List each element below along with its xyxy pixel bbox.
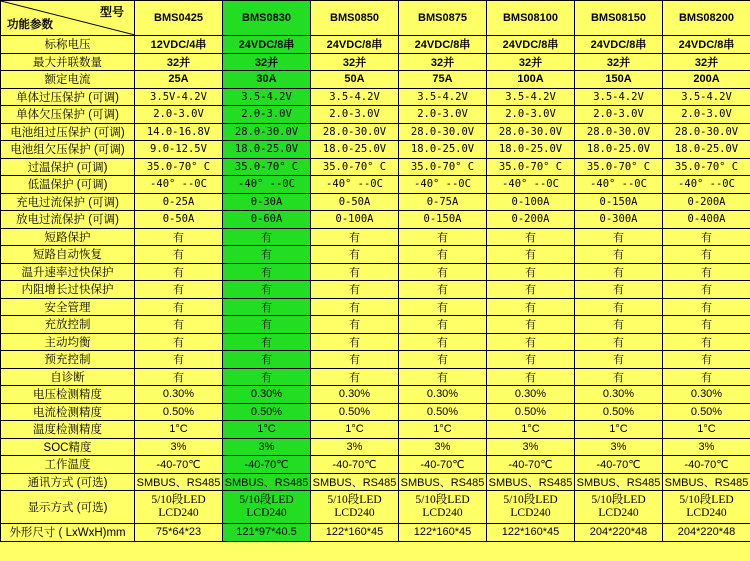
table-cell: 1°C (399, 421, 487, 439)
table-cell: 0-75A (399, 193, 487, 211)
table-cell: 有 (663, 246, 750, 264)
table-cell: 有 (663, 228, 750, 246)
row-label: 标称电压 (1, 36, 135, 54)
table-row (1, 246, 750, 264)
table-cell: -40° --0C (663, 176, 750, 194)
table-cell: 有 (663, 333, 750, 351)
table-cell: 有 (575, 228, 663, 246)
table-cell: 有 (311, 246, 399, 264)
table-cell: 有 (223, 298, 311, 316)
table-row (1, 351, 750, 369)
table-cell: 有 (311, 263, 399, 281)
table-cell: 有 (311, 351, 399, 369)
table-cell: 35.0-70° C (399, 158, 487, 176)
table-cell: 有 (311, 298, 399, 316)
table-cell: 有 (575, 351, 663, 369)
table-row (1, 193, 750, 211)
table-cell: 有 (135, 316, 223, 334)
row-label: 单体过压保护 (可调) (1, 88, 135, 106)
table-cell: 3% (575, 438, 663, 456)
model-header-bms0850: BMS0850 (311, 1, 399, 36)
table-cell: 3.5-4.2V (311, 88, 399, 106)
table-cell: SMBUS、RS485 (135, 473, 223, 491)
table-cell: SMBUS、RS485 (663, 473, 750, 491)
table-cell: 0-200A (663, 193, 750, 211)
row-label: 电池组过压保护 (可调) (1, 123, 135, 141)
table-cell: 0.30% (311, 386, 399, 404)
model-header-bms0830: BMS0830 (223, 1, 311, 36)
table-cell: -40-70℃ (575, 456, 663, 474)
table-cell: 有 (311, 281, 399, 299)
table-cell: 0.50% (311, 403, 399, 421)
table-cell: 有 (135, 368, 223, 386)
table-cell: 3.5V-4.2V (135, 88, 223, 106)
table-cell: 2.0-3.0V (135, 106, 223, 124)
table-cell: 0-50A (311, 193, 399, 211)
table-cell: 有 (223, 333, 311, 351)
table-cell: 1°C (487, 421, 575, 439)
table-cell: 32并 (399, 53, 487, 71)
table-cell: 有 (575, 316, 663, 334)
table-cell: 有 (663, 298, 750, 316)
table-cell: 9.0-12.5V (135, 141, 223, 159)
table-cell: 32并 (663, 53, 750, 71)
table-cell: -40-70℃ (399, 456, 487, 474)
table-cell: 有 (399, 263, 487, 281)
table-cell: 有 (135, 333, 223, 351)
table-cell: 0.30% (399, 386, 487, 404)
table-cell: 有 (575, 368, 663, 386)
row-label: 短路保护 (1, 228, 135, 246)
table-cell: 0-150A (399, 211, 487, 229)
table-row (1, 263, 750, 281)
table-cell: 35.0-70° C (487, 158, 575, 176)
table-cell: 28.0-30.0V (663, 123, 750, 141)
table-cell: 有 (135, 281, 223, 299)
table-row (1, 298, 750, 316)
table-cell: 18.0-25.0V (487, 141, 575, 159)
table-cell: 0-300A (575, 211, 663, 229)
table-cell: 2.0-3.0V (663, 106, 750, 124)
row-label: 内阻增长过快保护 (1, 281, 135, 299)
table-cell: -40° --0C (575, 176, 663, 194)
table-cell (663, 491, 750, 524)
table-cell: 有 (135, 263, 223, 281)
row-label: 电池组欠压保护 (可调) (1, 141, 135, 159)
display-line: 5/10段LED (327, 494, 382, 506)
table-cell: -40° --0C (223, 176, 311, 194)
table-cell: 有 (663, 368, 750, 386)
table-cell: 有 (575, 246, 663, 264)
display-line: LCD240 (334, 507, 375, 519)
table-cell: 122*160*45 (311, 524, 399, 542)
display-line: LCD240 (510, 507, 551, 519)
table-row (1, 473, 750, 491)
table-cell: 24VDC/8串 (223, 36, 311, 54)
corner-param-label: 功能参数 (7, 19, 53, 31)
table-cell: -40-70℃ (135, 456, 223, 474)
table-row (1, 403, 750, 421)
row-label: 充放控制 (1, 316, 135, 334)
table-cell: 122*160*45 (487, 524, 575, 542)
display-line: LCD240 (158, 507, 199, 519)
table-cell: -40° --0C (135, 176, 223, 194)
table-row (1, 438, 750, 456)
table-cell: 14.0-16.8V (135, 123, 223, 141)
table-cell: 有 (399, 368, 487, 386)
table-cell: 18.0-25.0V (223, 141, 311, 159)
table-cell: -40-70℃ (223, 456, 311, 474)
table-cell: -40° --0C (487, 176, 575, 194)
table-row (1, 456, 750, 474)
row-label: 低温保护 (可调) (1, 176, 135, 194)
table-row (1, 386, 750, 404)
table-cell: 有 (223, 263, 311, 281)
row-label: 放电过流保护 (可调) (1, 211, 135, 229)
table-cell (135, 491, 223, 524)
row-label: 单体欠压保护 (可调) (1, 106, 135, 124)
table-cell: 1°C (135, 421, 223, 439)
table-cell: 0-30A (223, 193, 311, 211)
table-cell (311, 491, 399, 524)
table-cell: 18.0-25.0V (311, 141, 399, 159)
table-cell: 150A (575, 71, 663, 89)
table-cell: 有 (223, 368, 311, 386)
display-line: LCD240 (686, 507, 727, 519)
table-cell: SMBUS、RS485 (399, 473, 487, 491)
table-cell: 2.0-3.0V (223, 106, 311, 124)
table-cell: 100A (487, 71, 575, 89)
table-cell: 有 (399, 333, 487, 351)
table-cell: -40° --0C (311, 176, 399, 194)
table-cell: 0.30% (575, 386, 663, 404)
table-cell: 有 (399, 246, 487, 264)
table-row (1, 281, 750, 299)
table-cell: 3% (223, 438, 311, 456)
table-cell: 有 (223, 228, 311, 246)
table-cell: 0-200A (487, 211, 575, 229)
table-row (1, 36, 750, 54)
table-cell: 有 (487, 351, 575, 369)
table-cell: 0-25A (135, 193, 223, 211)
row-label: 电压检测精度 (1, 386, 135, 404)
display-line: LCD240 (422, 507, 463, 519)
table-cell: 有 (663, 351, 750, 369)
row-label: 短路自动恢复 (1, 246, 135, 264)
table-cell: 204*220*48 (663, 524, 750, 542)
table-cell: 2.0-3.0V (487, 106, 575, 124)
model-header-bms0875: BMS0875 (399, 1, 487, 36)
table-cell: 0.30% (487, 386, 575, 404)
table-cell: 0.50% (663, 403, 750, 421)
table-cell: 有 (575, 263, 663, 281)
table-cell: 0.50% (575, 403, 663, 421)
row-label: 自诊断 (1, 368, 135, 386)
table-cell: 3% (663, 438, 750, 456)
table-row (1, 524, 750, 542)
table-cell: SMBUS、RS485 (223, 473, 311, 491)
table-cell: 有 (135, 351, 223, 369)
table-cell: 有 (575, 333, 663, 351)
display-line: 5/10段LED (151, 494, 206, 506)
row-label: 外形尺寸 ( LxWxH)mm (1, 524, 135, 542)
table-cell: 有 (223, 246, 311, 264)
display-line: 5/10段LED (239, 494, 294, 506)
table-cell: 有 (487, 368, 575, 386)
row-label: 安全管理 (1, 298, 135, 316)
table-row (1, 106, 750, 124)
table-cell: 28.0-30.0V (399, 123, 487, 141)
header-corner-cell (1, 1, 135, 36)
table-cell: 有 (487, 333, 575, 351)
table-row (1, 53, 750, 71)
table-cell: 32并 (223, 53, 311, 71)
table-cell: 200A (663, 71, 750, 89)
display-line: 5/10段LED (415, 494, 470, 506)
table-cell: 有 (663, 316, 750, 334)
table-row (1, 176, 750, 194)
table-row (1, 141, 750, 159)
table-cell (487, 491, 575, 524)
table-cell: 有 (487, 263, 575, 281)
table-cell: 有 (135, 246, 223, 264)
table-row (1, 228, 750, 246)
table-cell: 35.0-70° C (223, 158, 311, 176)
table-row (1, 491, 750, 524)
table-cell: 32并 (487, 53, 575, 71)
table-cell: 0-400A (663, 211, 750, 229)
table-row (1, 211, 750, 229)
table-cell: 12VDC/4串 (135, 36, 223, 54)
table-cell: 1°C (311, 421, 399, 439)
table-cell: 0-150A (575, 193, 663, 211)
table-cell: 2.0-3.0V (399, 106, 487, 124)
table-cell: 0-60A (223, 211, 311, 229)
table-cell: 0-100A (311, 211, 399, 229)
table-cell: 0.50% (399, 403, 487, 421)
table-cell: 0.30% (223, 386, 311, 404)
table-cell: 121*97*40.5 (223, 524, 311, 542)
header-row (1, 1, 750, 36)
table-cell: 有 (663, 281, 750, 299)
table-cell: 1°C (663, 421, 750, 439)
table-cell: -40-70℃ (311, 456, 399, 474)
table-cell: 有 (487, 298, 575, 316)
row-label: 温升速率过快保护 (1, 263, 135, 281)
table-cell: 28.0-30.0V (311, 123, 399, 141)
table-cell (223, 491, 311, 524)
table-row (1, 368, 750, 386)
table-cell: 有 (399, 228, 487, 246)
display-line: LCD240 (246, 507, 287, 519)
table-cell: 有 (487, 316, 575, 334)
table-cell: 35.0-70° C (575, 158, 663, 176)
model-header-bms08150: BMS08150 (575, 1, 663, 36)
row-label: 通讯方式 (可选) (1, 473, 135, 491)
table-cell: 30A (223, 71, 311, 89)
table-cell: 有 (399, 281, 487, 299)
row-label: 显示方式 (可选) (1, 491, 135, 524)
table-cell: 35.0-70° C (135, 158, 223, 176)
table-cell: 3.5-4.2V (575, 88, 663, 106)
row-label: 最大并联数量 (1, 53, 135, 71)
model-header-bms0425: BMS0425 (135, 1, 223, 36)
table-cell: 3% (311, 438, 399, 456)
table-cell: 0.50% (487, 403, 575, 421)
table-cell: 3.5-4.2V (223, 88, 311, 106)
row-label: 充电过流保护 (可调) (1, 193, 135, 211)
row-label: 额定电流 (1, 71, 135, 89)
table-cell: 0-50A (135, 211, 223, 229)
table-row (1, 158, 750, 176)
table-row (1, 88, 750, 106)
table-cell: 有 (135, 228, 223, 246)
table-cell: 有 (135, 298, 223, 316)
display-line: 5/10段LED (503, 494, 558, 506)
display-line: LCD240 (598, 507, 639, 519)
table-cell: 204*220*48 (575, 524, 663, 542)
model-header-bms08200: BMS08200 (663, 1, 750, 36)
table-cell: 有 (487, 281, 575, 299)
table-row (1, 123, 750, 141)
table-cell: 18.0-25.0V (399, 141, 487, 159)
table-cell: 2.0-3.0V (311, 106, 399, 124)
table-cell: 3% (487, 438, 575, 456)
table-row (1, 316, 750, 334)
table-cell: 75A (399, 71, 487, 89)
table-cell: 3.5-4.2V (399, 88, 487, 106)
row-label: 温度检测精度 (1, 421, 135, 439)
table-cell: 32并 (575, 53, 663, 71)
table-cell: 18.0-25.0V (575, 141, 663, 159)
table-row (1, 333, 750, 351)
table-cell: 25A (135, 71, 223, 89)
table-cell: 有 (223, 351, 311, 369)
table-cell: 有 (487, 228, 575, 246)
table-cell: 0.30% (663, 386, 750, 404)
table-cell: 有 (399, 298, 487, 316)
table-cell: 24VDC/8串 (487, 36, 575, 54)
display-line: 5/10段LED (591, 494, 646, 506)
table-cell: 0.50% (135, 403, 223, 421)
table-cell: 1°C (223, 421, 311, 439)
table-cell: 2.0-3.0V (575, 106, 663, 124)
display-line: 5/10段LED (679, 494, 734, 506)
table-cell: 50A (311, 71, 399, 89)
table-cell: 有 (311, 228, 399, 246)
table-cell: -40-70℃ (663, 456, 750, 474)
table-row (1, 71, 750, 89)
table-cell: 28.0-30.0V (223, 123, 311, 141)
corner-model-label: 型号 (99, 5, 124, 19)
table-cell: 24VDC/8串 (311, 36, 399, 54)
table-cell: 28.0-30.0V (575, 123, 663, 141)
table-cell: 3.5-4.2V (487, 88, 575, 106)
row-label: 预充控制 (1, 351, 135, 369)
table-cell: 有 (223, 316, 311, 334)
table-cell: 35.0-70° C (663, 158, 750, 176)
table-cell: 28.0-30.0V (487, 123, 575, 141)
table-cell: 3.5-4.2V (663, 88, 750, 106)
table-cell: 有 (223, 281, 311, 299)
table-cell: 有 (311, 368, 399, 386)
table-cell: SMBUS、RS485 (575, 473, 663, 491)
table-row (1, 421, 750, 439)
table-cell: -40° --0C (399, 176, 487, 194)
table-cell (575, 491, 663, 524)
table-cell: 3% (399, 438, 487, 456)
table-cell: 24VDC/8串 (575, 36, 663, 54)
table-cell: 有 (487, 246, 575, 264)
row-label: SOC精度 (1, 438, 135, 456)
table-cell: 1°C (575, 421, 663, 439)
row-label: 主动均衡 (1, 333, 135, 351)
table-cell: 有 (399, 351, 487, 369)
table-cell: 35.0-70° C (311, 158, 399, 176)
table-cell (399, 491, 487, 524)
table-cell: 18.0-25.0V (663, 141, 750, 159)
table-cell: 0.50% (223, 403, 311, 421)
table-cell: 24VDC/8串 (663, 36, 750, 54)
table-cell: 有 (663, 263, 750, 281)
model-header-bms08100: BMS08100 (487, 1, 575, 36)
table-cell: 32并 (135, 53, 223, 71)
table-cell: 有 (575, 298, 663, 316)
table-cell: 0-100A (487, 193, 575, 211)
table-cell: 有 (399, 316, 487, 334)
table-cell: 24VDC/8串 (399, 36, 487, 54)
table-cell: 有 (311, 333, 399, 351)
row-label: 过温保护 (可调) (1, 158, 135, 176)
table-cell: SMBUS、RS485 (487, 473, 575, 491)
table-cell: 有 (311, 316, 399, 334)
table-cell: 3% (135, 438, 223, 456)
table-cell: SMBUS、RS485 (311, 473, 399, 491)
table-cell: 有 (575, 281, 663, 299)
row-label: 工作温度 (1, 456, 135, 474)
table-cell: 0.30% (135, 386, 223, 404)
table-cell: -40-70℃ (487, 456, 575, 474)
table-cell: 75*64*23 (135, 524, 223, 542)
row-label: 电流检测精度 (1, 403, 135, 421)
table-cell: 122*160*45 (399, 524, 487, 542)
table-cell: 32并 (311, 53, 399, 71)
